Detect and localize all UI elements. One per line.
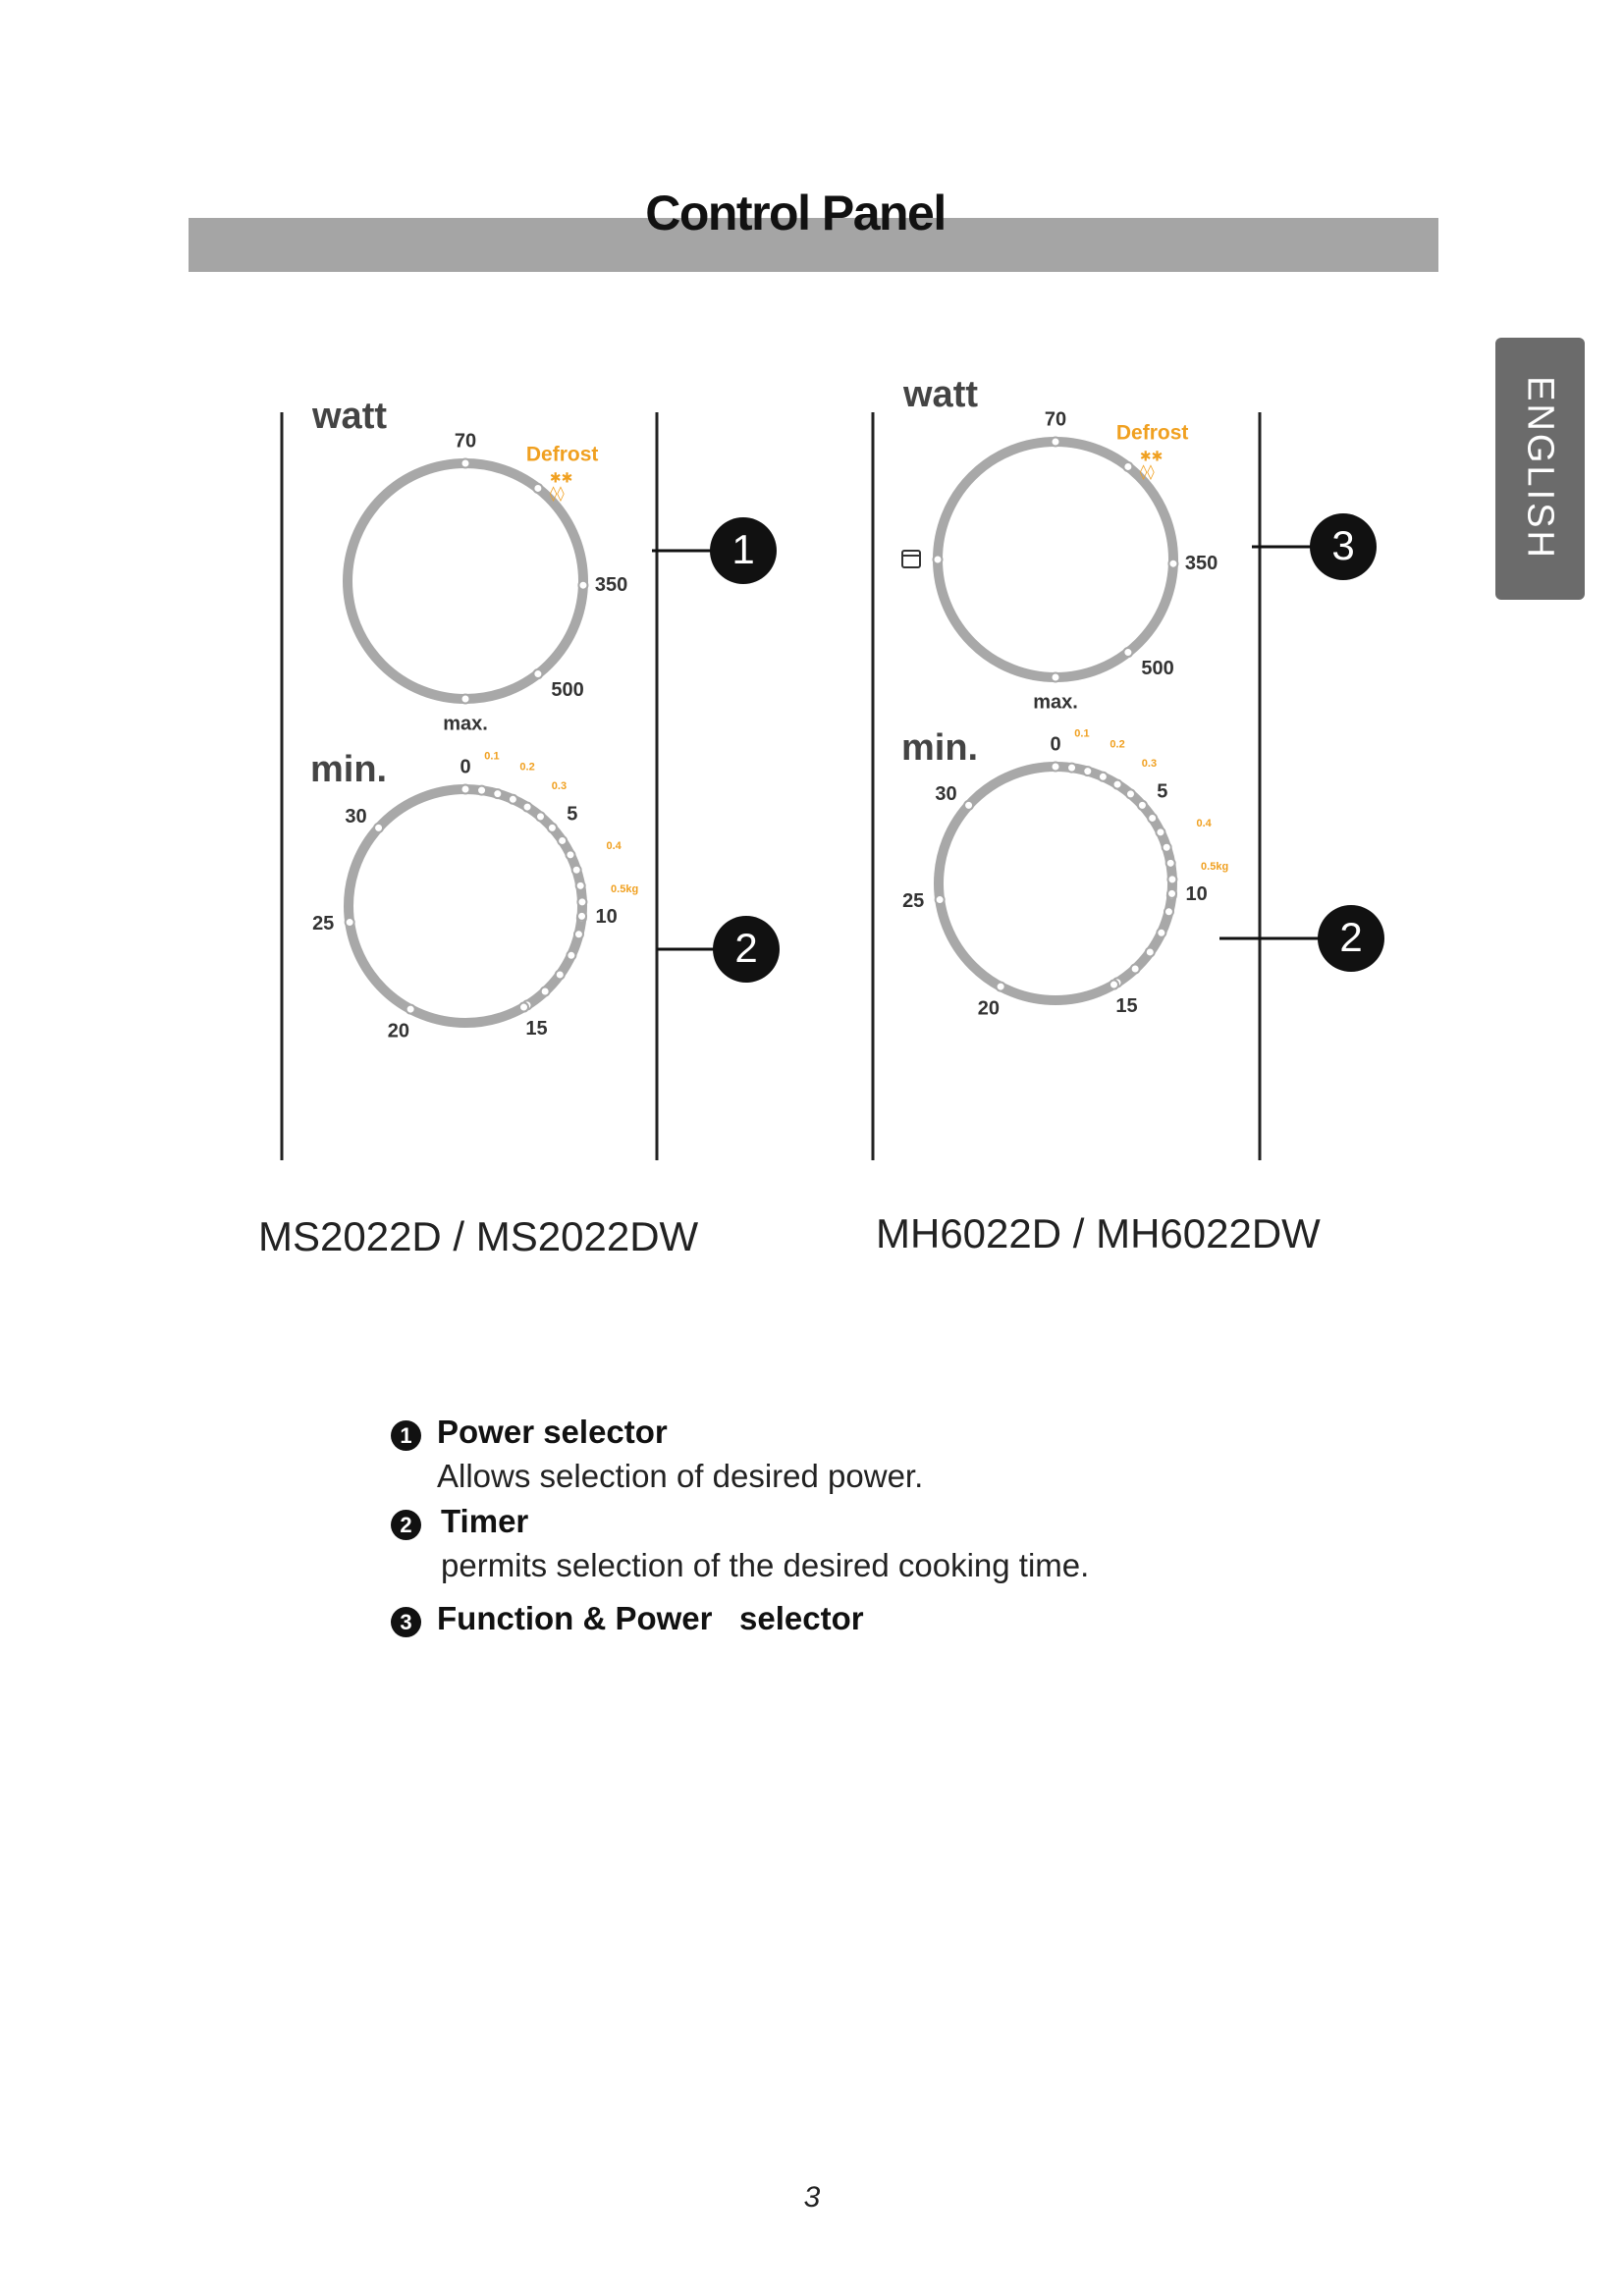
defrost-weight-label: 0.4 xyxy=(606,839,622,852)
legend-number: 3 xyxy=(391,1607,421,1637)
power-tick-label: 70 xyxy=(454,430,477,453)
defrost-snowflake-icon: ✱✱ xyxy=(1139,449,1164,465)
timer-tick-label: 0 xyxy=(460,756,471,778)
timer-dial-minor-mark xyxy=(556,970,565,979)
model-name-mh6022d: MH6022D / MH6022DW xyxy=(876,1210,1321,1256)
timer-dial-minor-mark xyxy=(576,881,585,890)
legend-title: Timer xyxy=(441,1503,529,1539)
page-number: 3 xyxy=(803,2181,821,2214)
timer-dial-minor-mark xyxy=(1083,767,1092,775)
defrost-snowflake-icon: ✱✱ xyxy=(549,470,573,487)
defrost-weight-label: 0.3 xyxy=(1141,757,1158,770)
power-tick-label: 350 xyxy=(1184,552,1218,574)
defrost-weight-label: 0.1 xyxy=(484,750,500,763)
timer-dial-mark xyxy=(346,918,354,927)
callout-2-number: 2 xyxy=(734,925,758,972)
timer-dial-minor-mark xyxy=(1157,929,1165,937)
timer-dial-mark xyxy=(374,824,383,832)
timer-tick-label: 15 xyxy=(1115,994,1138,1017)
timer-dial-mark xyxy=(1167,889,1176,898)
timer-tick-label: 20 xyxy=(387,1020,410,1042)
power-dial-mark xyxy=(533,669,542,678)
power-tick-label: 70 xyxy=(1044,408,1067,431)
defrost-droplet-icon: ◊◊ xyxy=(1139,462,1155,481)
callout-1-number: 1 xyxy=(731,526,755,573)
power-tick-label: 500 xyxy=(1141,658,1174,680)
timer-tick-label: 10 xyxy=(595,905,618,928)
timer-dial-minor-mark xyxy=(567,951,575,960)
power-dial-label: watt xyxy=(312,396,387,437)
power-dial-mark xyxy=(1168,560,1177,568)
power-dial-mark xyxy=(1123,648,1132,657)
timer-tick-label: 20 xyxy=(977,997,1001,1020)
timer-dial-minor-mark xyxy=(1131,965,1140,974)
timer-dial-mark xyxy=(548,824,557,832)
power-dial-mark xyxy=(461,695,470,704)
timer-dial-minor-mark xyxy=(1167,875,1176,883)
timer-dial-minor-mark xyxy=(536,812,545,821)
timer-dial-minor-mark xyxy=(1126,789,1135,798)
power-tick-label: 350 xyxy=(594,573,628,596)
timer-dial-minor-mark xyxy=(523,803,532,812)
grill-icon xyxy=(902,551,920,567)
power-tick-label: 500 xyxy=(551,679,584,702)
timer-dial-minor-mark xyxy=(577,897,586,906)
defrost-weight-label: 0.5kg xyxy=(1201,860,1229,873)
timer-dial-mark xyxy=(997,983,1005,991)
defrost-label: Defrost xyxy=(525,443,599,466)
timer-dial-mark xyxy=(1052,763,1060,772)
timer-dial-minor-mark xyxy=(1146,947,1155,956)
legend-description: permits selection of the desired cooking time. xyxy=(441,1547,1090,1583)
timer-dial-mark xyxy=(519,1003,528,1012)
power-dial-mark xyxy=(934,556,943,564)
timer-tick-label: 30 xyxy=(935,782,957,805)
power-dial-mark xyxy=(461,459,470,468)
page-title: Control Panel xyxy=(645,186,946,240)
timer-tick-label: 10 xyxy=(1185,882,1208,905)
power-dial-mark xyxy=(1052,438,1060,447)
callout-3-number: 3 xyxy=(1331,522,1355,569)
defrost-weight-label: 0.2 xyxy=(519,761,535,774)
power-dial-mark xyxy=(578,581,587,590)
timer-dial-mark xyxy=(577,912,586,921)
legend-title: Function & Power selector xyxy=(437,1600,864,1636)
power-tick-label: max. xyxy=(1033,691,1078,714)
timer-dial-minor-mark xyxy=(1164,907,1173,916)
timer-dial-minor-mark xyxy=(477,786,486,795)
timer-tick-label: 5 xyxy=(1157,780,1168,803)
power-dial-mark xyxy=(1123,462,1132,471)
timer-dial-minor-mark xyxy=(566,850,574,859)
language-tab-label: ENGLISH xyxy=(1519,376,1561,561)
defrost-droplet-icon: ◊◊ xyxy=(549,484,565,503)
legend-number: 1 xyxy=(391,1420,421,1451)
legend-description: Allows selection of desired power. xyxy=(437,1458,924,1494)
power-dial xyxy=(348,463,584,702)
power-dial-label: watt xyxy=(903,374,978,415)
timer-dial-minor-mark xyxy=(1163,843,1171,852)
timer-dial-mark xyxy=(1138,801,1147,810)
panel-mh6022d xyxy=(873,374,1384,1160)
timer-dial-minor-mark xyxy=(493,789,502,798)
legend-number: 2 xyxy=(391,1510,421,1540)
timer-dial-minor-mark xyxy=(541,988,550,996)
timer-dial-minor-mark xyxy=(1166,859,1175,868)
timer-dial-minor-mark xyxy=(1113,780,1122,789)
timer-dial-minor-mark xyxy=(572,866,581,875)
timer-dial-label: min. xyxy=(901,727,979,769)
timer-dial-minor-mark xyxy=(558,836,567,845)
legend-title: Power selector xyxy=(437,1414,668,1450)
timer-dial-label: min. xyxy=(310,749,388,790)
defrost-label: Defrost xyxy=(1115,421,1189,445)
defrost-weight-label: 0.5kg xyxy=(611,882,639,895)
power-dial-mark xyxy=(1052,673,1060,682)
defrost-weight-label: 0.1 xyxy=(1074,727,1090,740)
timer-dial-minor-mark xyxy=(509,795,517,804)
timer-dial-mark xyxy=(461,785,470,794)
timer-dial-minor-mark xyxy=(1156,828,1164,836)
defrost-weight-label: 0.3 xyxy=(551,779,568,792)
callout-2-number: 2 xyxy=(1339,914,1363,961)
timer-dial-mark xyxy=(406,1005,415,1014)
timer-tick-label: 0 xyxy=(1050,733,1061,756)
timer-tick-label: 30 xyxy=(345,805,367,828)
model-name-ms2022d: MS2022D / MS2022DW xyxy=(258,1213,699,1259)
timer-tick-label: 15 xyxy=(525,1017,548,1040)
timer-tick-label: 25 xyxy=(312,913,335,935)
power-tick-label: max. xyxy=(443,713,488,735)
timer-tick-label: 5 xyxy=(567,803,578,826)
timer-dial-minor-mark xyxy=(1067,764,1076,773)
timer-dial-minor-mark xyxy=(574,930,583,938)
timer-dial-minor-mark xyxy=(1148,814,1157,823)
power-dial-mark xyxy=(533,484,542,493)
timer-dial-mark xyxy=(964,801,973,810)
defrost-weight-label: 0.2 xyxy=(1110,738,1125,751)
timer-dial-mark xyxy=(1110,981,1118,989)
defrost-weight-label: 0.4 xyxy=(1196,817,1212,829)
timer-dial-mark xyxy=(936,895,945,904)
timer-tick-label: 25 xyxy=(902,890,925,913)
panel-ms2022d xyxy=(282,396,780,1160)
timer-dial-minor-mark xyxy=(1099,773,1108,781)
power-dial xyxy=(938,442,1174,680)
